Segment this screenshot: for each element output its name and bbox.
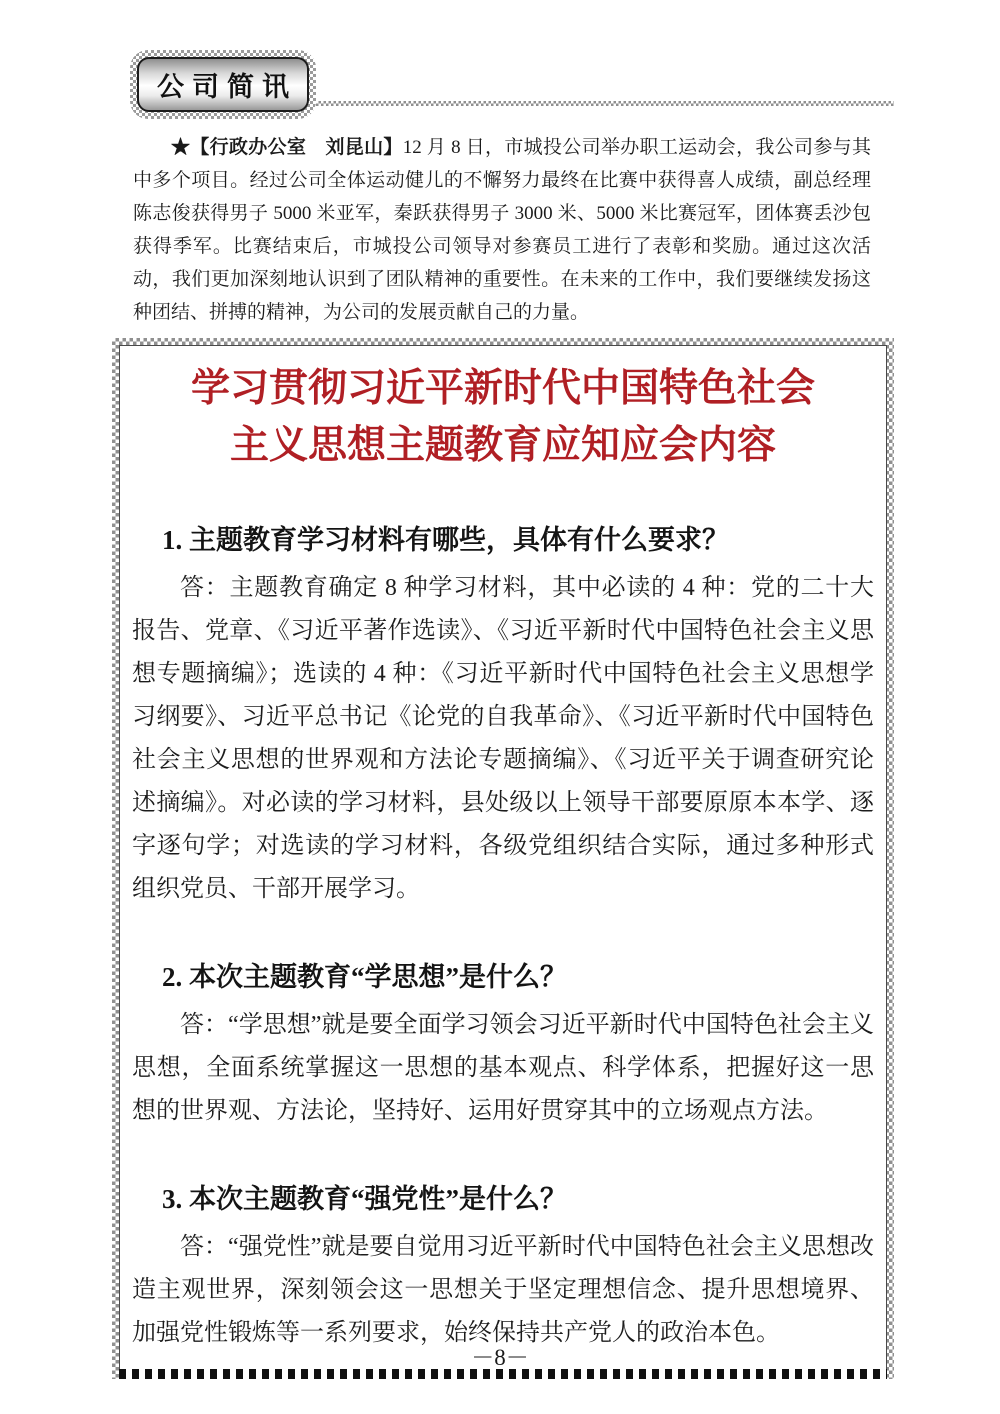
news-byline: ★【行政办公室 刘昆山】 [171,137,403,158]
section-badge-label: 公司简讯 [137,57,309,112]
qa-section-1 [132,518,874,911]
qa-section-3-answer: 答：“强党性”就是要自觉用习近平新时代中国特色社会主义思想改造主观世界，深刻领会这一思想关于坚定理想信念、提升思想境界、加强党性锻炼等一系列要求，始终保持共产党人的政治本色。 [132,1234,874,1346]
header-rule [316,101,894,106]
content-box-inner [119,345,887,1369]
box-title-line2: 主义思想主题教育应知应会内容 [229,424,776,467]
news-body: 12 月 8 日，市城投公司举办职工运动会，我公司参与其中多个项目。经过公司全体运动健儿的不懈努力最终在比赛中获得喜人成绩，副总经理陈志俊获得男子 5000 米亚军，秦跃获得男子 3000 米、5000 米比赛冠军，团体赛丢沙包获得季军。比赛结束后，市城投公司领导对参赛员工进行了表彰和奖励。通过这次活动，我们更加深刻地认识到了团队精神的重要性。在未来的工作中，我们要继续发扬这种团结、拼搏的精神，为公司的发展贡献自己的力量。 [133,137,871,323]
box-title-line1: 学习贯彻习近平新时代中国特色社会 [190,367,815,410]
qa-section-2-answer: 答：“学思想”就是要全面学习领会习近平新时代中国特色社会主义思想，全面系统掌握这一思想的基本观点、科学体系，把握好这一思想的世界观、方法论，坚持好、运用好贯穿其中的立场观点方法。 [132,1012,874,1124]
qa-section-1-answer: 答：主题教育确定 8 种学习材料，其中必读的 4 种：党的二十大报告、党章、《习近平著作选读》、《习近平新时代中国特色社会主义思想专题摘编》；选读的 4 种：《习近平新时代中国特色社会主义思想学习纲要》、习近平总书记《论党的自我革命》、《习近平新时代中国特色社会主义思想的世界观和方法论专题摘编》、《习近平关于调查研究论述摘编》。对必读的学习材料，县处级以上领导干部要原原本本学、逐字逐句学；对选读的学习材料，各级党组织结合实际，通过多种形式组织党员、干部开展学习。 [132,575,874,902]
qa-section-2 [132,955,874,1133]
qa-section-1-heading: 1. 主题教育学习材料有哪些，具体有什么要求？ [162,525,729,555]
page-footer [0,1339,1000,1372]
box-title [132,360,874,474]
qa-section-2-heading: 2. 本次主题教育“学思想”是什么？ [162,962,567,992]
news-paragraph [133,131,871,329]
header [130,50,894,119]
qa-section-3 [132,1177,874,1355]
qa-section-3-heading: 3. 本次主题教育“强党性”是什么？ [162,1184,567,1214]
content-box [112,338,894,1379]
page-number: －8－ [471,1345,529,1370]
section-badge [130,50,316,119]
